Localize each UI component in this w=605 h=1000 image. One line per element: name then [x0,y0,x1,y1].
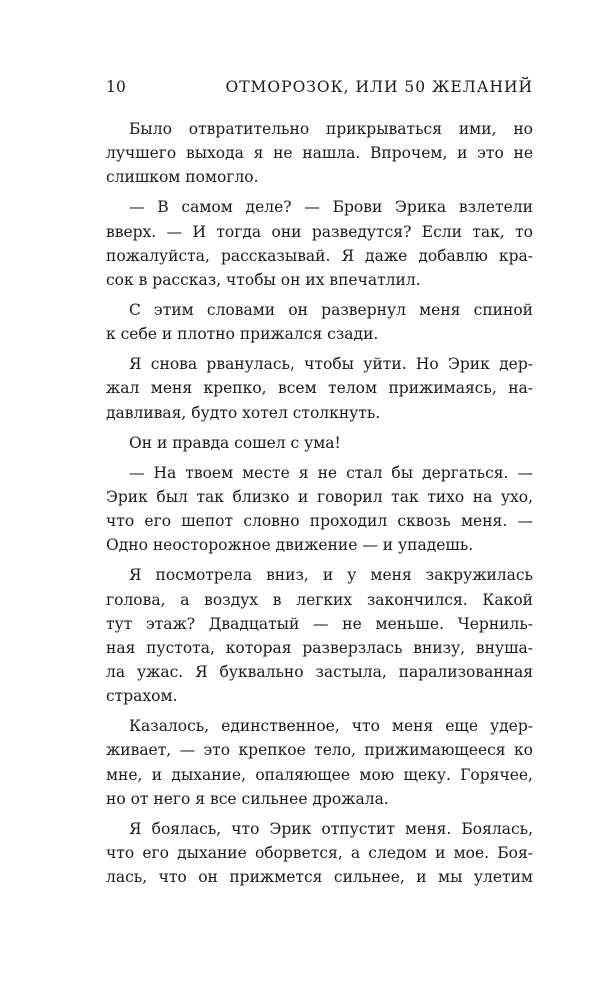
paragraph [106,117,533,189]
paragraph [106,461,533,558]
text-line: живает, — это крепкое тело, прижимающееся ко [106,741,533,760]
text-line: страхом. [106,687,178,706]
text-line: С этим словами он развернул меня спиной [129,300,533,319]
text-line: Было отвратительно прикрываться ими, но [129,120,533,138]
running-title: ОТМОРОЗОК, ИЛИ 50 ЖЕЛАНИЙ [225,78,533,96]
text-line: давливая, будто хотел столкнуть. [106,403,381,422]
text-line: вверх. — И тогда они разведутся? Если так, то [106,222,533,241]
paragraph [106,431,533,455]
paragraph [106,714,533,811]
text-line: тут этаж? Двадцатый — не меньше. Черниль- [106,614,533,633]
text-line: что его шепот словно проходил сквозь меня. — [106,512,533,531]
body-text [106,117,533,895]
text-line: жал меня крепко, всем телом прижимаясь, на- [106,379,533,398]
text-line: сок в рассказ, чтобы он их впечатлил. [106,270,421,289]
paragraph [106,298,533,346]
text-line: к себе и плотно прижался сзади. [106,325,379,344]
text-line: что его дыхание оборвется, а следом и мое. Боя- [106,843,533,862]
text-line: мне, и дыхание, опаляющее мою щеку. Горячее, [106,765,533,784]
text-line: Казалось, единственное, что меня еще удер- [129,717,533,736]
text-line: слишком помогло. [106,168,259,187]
text-line: — На твоем месте я не стал бы дергаться. — [129,463,533,482]
text-line: пожалуйста, рассказывай. Я даже добавлю кра- [106,246,533,265]
text-line: лась, что он прижмется сильнее, и мы улетим [106,868,533,887]
text-line: голова, а воздух в легких закончился. Какой [106,590,533,609]
paragraph [106,817,533,889]
text-line: Одно неосторожное движение — и упадешь. [106,536,474,555]
text-line: лучшего выхода я не нашла. Впрочем, и это не [106,144,533,163]
text-line: Я боялась, что Эрик отпустит меня. Боялась, [129,819,533,838]
paragraph [106,352,533,424]
text-line: Я снова рванулась, чтобы уйти. Но Эрик дер- [129,355,533,374]
text-line: ная пустота, которая разверзлась внизу, внуша- [106,638,533,657]
paragraph [106,195,533,292]
text-line: Он и правда сошел с ума! [129,433,341,452]
paragraph [106,563,533,708]
page-number: 10 [106,78,127,96]
page-header [106,78,533,102]
text-line: Я посмотрела вниз, и у меня закружилась [129,566,533,585]
text-line: но от него я все сильнее дрожала. [106,789,389,808]
text-line: — В самом деле? — Брови Эрика взлетели [129,198,533,217]
text-line: Эрик был так близко и говорил так тихо на ухо, [106,487,533,506]
text-line: ла ужас. Я буквально застыла, парализованная [106,662,533,681]
